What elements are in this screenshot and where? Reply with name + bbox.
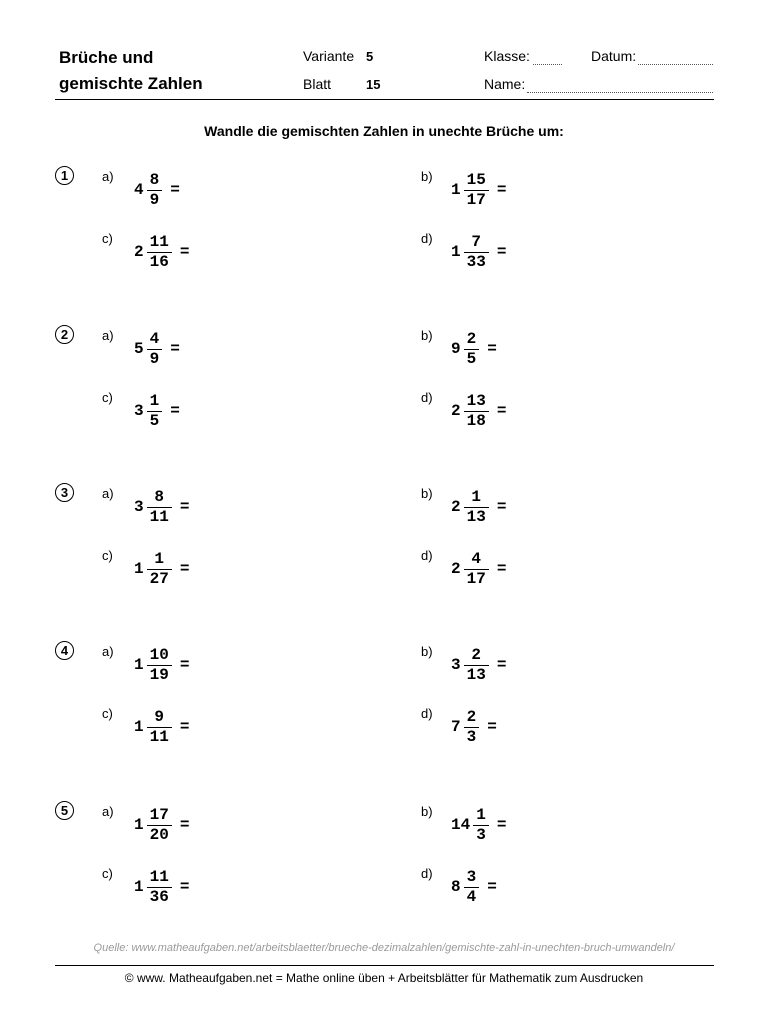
variante-label: Variante: [303, 48, 355, 64]
mixed-number: [134, 803, 189, 847]
whole-part: 1: [134, 718, 144, 736]
header-divider: [55, 99, 714, 100]
fraction: [147, 646, 172, 685]
denominator: 5: [466, 349, 477, 368]
equals-sign: =: [487, 340, 497, 358]
blatt-value: 15: [366, 77, 381, 92]
subproblem-label-a: a): [102, 328, 114, 343]
equals-sign: =: [179, 718, 190, 736]
problem-number-4: 4: [55, 641, 74, 660]
equals-sign: =: [170, 402, 180, 420]
numerator: 1: [471, 487, 482, 506]
equals-sign: =: [179, 560, 190, 578]
fraction: [147, 806, 172, 845]
equals-sign: =: [179, 816, 190, 834]
subproblem-label-a: a): [102, 644, 114, 659]
whole-part: 2: [451, 402, 461, 420]
numerator: 2: [466, 329, 477, 348]
numerator: 1: [476, 805, 486, 824]
fraction: [464, 646, 489, 685]
whole-part: 3: [134, 498, 144, 516]
numerator: 11: [149, 867, 169, 886]
fraction: [147, 330, 163, 369]
fraction: [147, 708, 172, 747]
equals-sign: =: [496, 181, 507, 199]
equals-sign: =: [179, 656, 190, 674]
footer-divider: [55, 965, 714, 966]
fraction: [464, 550, 489, 589]
denominator: 13: [466, 665, 486, 684]
mixed-number: [451, 705, 497, 749]
subproblem-label-c: c): [102, 866, 113, 881]
subproblem-label-a: a): [102, 169, 114, 184]
mixed-number: [134, 230, 189, 274]
denominator: 9: [149, 190, 160, 209]
fraction: [147, 171, 163, 210]
whole-part: 1: [134, 878, 144, 896]
numerator: 1: [154, 549, 165, 568]
fraction: [464, 708, 480, 747]
whole-part: 9: [451, 340, 461, 358]
denominator: 33: [466, 252, 486, 271]
whole-part: 4: [134, 181, 144, 199]
fraction: [147, 868, 172, 907]
footer-text: © www. Matheaufgaben.net = Mathe online üben + Arbeitsblätter für Mathematik zum Ausdrucken: [124, 971, 644, 985]
fraction: [147, 550, 172, 589]
denominator: 16: [149, 252, 169, 271]
mixed-number: [134, 865, 189, 909]
fraction: [473, 806, 489, 845]
worksheet-title-line2: gemischte Zahlen: [59, 74, 203, 93]
mixed-number: [451, 230, 506, 274]
worksheet-title-line1: Brüche und: [59, 48, 154, 67]
equals-sign: =: [487, 718, 497, 736]
numerator: 9: [154, 707, 165, 726]
mixed-number: [134, 168, 180, 212]
fraction: [147, 488, 172, 527]
problem-number-5: 5: [55, 801, 74, 820]
equals-sign: =: [170, 340, 180, 358]
numerator: 4: [149, 329, 160, 348]
numerator: 2: [466, 707, 477, 726]
denominator: 13: [466, 507, 486, 526]
numerator: 13: [466, 391, 486, 410]
mixed-number: [134, 643, 189, 687]
whole-part: 3: [451, 656, 461, 674]
denominator: 4: [466, 887, 477, 906]
fraction: [464, 330, 480, 369]
equals-sign: =: [496, 498, 507, 516]
denominator: 9: [149, 349, 160, 368]
numerator: 1: [149, 391, 160, 410]
equals-sign: =: [487, 878, 497, 896]
mixed-number: [134, 547, 189, 591]
subproblem-label-c: c): [102, 706, 113, 721]
whole-part: 8: [451, 878, 461, 896]
whole-part: 14: [451, 816, 471, 834]
fraction: [464, 392, 489, 431]
equals-sign: =: [170, 181, 180, 199]
denominator: 11: [149, 727, 169, 746]
numerator: 11: [149, 232, 169, 251]
numerator: 2: [471, 645, 482, 664]
numerator: 7: [471, 232, 482, 251]
fraction: [464, 171, 489, 210]
whole-part: 2: [451, 560, 461, 578]
variante-value: 5: [366, 49, 374, 64]
source-citation: Quelle: www.matheaufgaben.net/arbeitsblaetter/brueche-dezimalzahlen/gemischte-zahl-in-unechten-bruch-umwandeln/: [93, 942, 675, 954]
instruction-text: Wandle die gemischten Zahlen in unechte Brüche um:: [204, 123, 564, 139]
datum-field[interactable]: [638, 64, 713, 65]
mixed-number: [451, 168, 506, 212]
equals-sign: =: [179, 878, 190, 896]
subproblem-label-d: d): [421, 548, 433, 563]
klasse-label: Klasse:: [484, 48, 530, 64]
subproblem-label-b: b): [421, 644, 433, 659]
fraction: [464, 233, 489, 272]
mixed-number: [451, 327, 497, 371]
subproblem-label-b: b): [421, 804, 433, 819]
denominator: 17: [466, 569, 486, 588]
denominator: 5: [149, 411, 160, 430]
problem-number-3: 3: [55, 483, 74, 502]
denominator: 3: [476, 825, 486, 844]
whole-part: 1: [451, 181, 461, 199]
blatt-label: Blatt: [303, 76, 332, 92]
subproblem-label-a: a): [102, 804, 114, 819]
mixed-number: [134, 389, 180, 433]
mixed-number: [451, 547, 506, 591]
denominator: 27: [149, 569, 169, 588]
equals-sign: =: [496, 656, 507, 674]
equals-sign: =: [496, 560, 507, 578]
name-label: Name:: [484, 76, 526, 92]
subproblem-label-b: b): [421, 328, 433, 343]
numerator: 8: [154, 487, 165, 506]
mixed-number: [451, 643, 506, 687]
denominator: 11: [149, 507, 169, 526]
name-field[interactable]: [527, 92, 713, 93]
equals-sign: =: [179, 498, 190, 516]
mixed-number: [134, 327, 180, 371]
whole-part: 1: [134, 816, 144, 834]
subproblem-label-d: d): [421, 706, 433, 721]
numerator: 3: [466, 867, 477, 886]
fraction: [464, 488, 489, 527]
numerator: 17: [149, 805, 169, 824]
mixed-number: [134, 485, 189, 529]
fraction: [147, 233, 172, 272]
mixed-number: [134, 705, 189, 749]
whole-part: 2: [134, 243, 144, 261]
subproblem-label-d: d): [421, 866, 433, 881]
subproblem-label-d: d): [421, 390, 433, 405]
mixed-number: [451, 485, 506, 529]
whole-part: 1: [134, 560, 144, 578]
subproblem-label-c: c): [102, 231, 113, 246]
whole-part: 3: [134, 402, 144, 420]
subproblem-label-c: c): [102, 390, 113, 405]
numerator: 8: [149, 170, 160, 189]
datum-label: Datum:: [591, 48, 637, 64]
denominator: 19: [149, 665, 169, 684]
problem-number-1: 1: [55, 166, 74, 185]
klasse-field[interactable]: [533, 64, 562, 65]
whole-part: 1: [451, 243, 461, 261]
denominator: 20: [149, 825, 169, 844]
equals-sign: =: [179, 243, 190, 261]
mixed-number: [451, 803, 506, 847]
equals-sign: =: [496, 402, 507, 420]
whole-part: 1: [134, 656, 144, 674]
denominator: 17: [466, 190, 486, 209]
numerator: 10: [149, 645, 169, 664]
mixed-number: [451, 389, 506, 433]
subproblem-label-b: b): [421, 169, 433, 184]
denominator: 36: [149, 887, 169, 906]
whole-part: 7: [451, 718, 461, 736]
subproblem-label-c: c): [102, 548, 113, 563]
denominator: 3: [466, 727, 477, 746]
numerator: 4: [471, 549, 482, 568]
problem-number-2: 2: [55, 325, 74, 344]
numerator: 15: [466, 170, 486, 189]
fraction: [464, 868, 480, 907]
whole-part: 5: [134, 340, 144, 358]
denominator: 18: [466, 411, 486, 430]
subproblem-label-d: d): [421, 231, 433, 246]
mixed-number: [451, 865, 497, 909]
equals-sign: =: [496, 816, 507, 834]
subproblem-label-b: b): [421, 486, 433, 501]
equals-sign: =: [496, 243, 507, 261]
subproblem-label-a: a): [102, 486, 114, 501]
fraction: [147, 392, 163, 431]
whole-part: 2: [451, 498, 461, 516]
